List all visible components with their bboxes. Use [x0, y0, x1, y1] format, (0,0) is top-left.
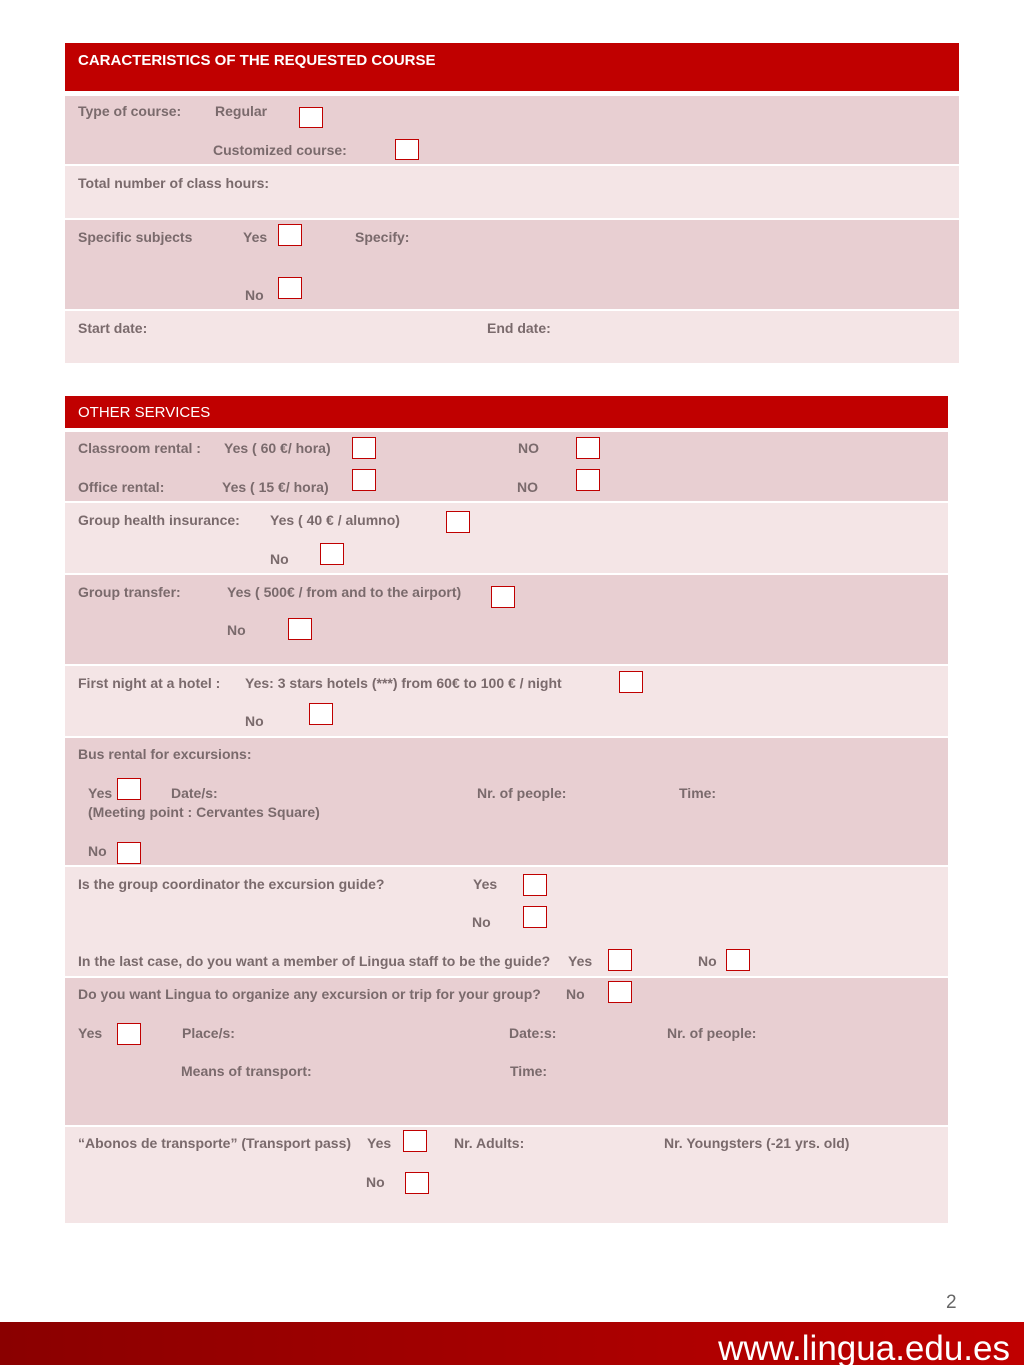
group-transfer-label: Group transfer:: [78, 584, 181, 600]
bus-yes-checkbox[interactable]: [117, 778, 141, 800]
transfer-yes-label: Yes ( 500€ / from and to the airport): [227, 584, 462, 600]
organize-time-label: Time:: [510, 1063, 548, 1079]
row-total-hours: [65, 166, 959, 218]
regular-checkbox[interactable]: [299, 107, 323, 128]
organize-excursion-label: Do you want Lingua to organize any excursion or trip for your group?: [78, 986, 541, 1002]
pass-no-label: No: [366, 1174, 385, 1190]
office-no-label: NO: [517, 479, 538, 495]
transfer-yes-checkbox[interactable]: [491, 586, 515, 608]
pass-yes-label: Yes: [367, 1135, 392, 1151]
row-dates: [65, 311, 959, 363]
classroom-no-checkbox[interactable]: [576, 437, 600, 459]
health-no-label: No: [270, 551, 289, 567]
staff-no-checkbox[interactable]: [726, 949, 750, 971]
pass-no-checkbox[interactable]: [405, 1172, 429, 1194]
footer-url[interactable]: www.lingua.edu.es: [718, 1329, 1010, 1368]
health-insurance-label: Group health insurance:: [78, 512, 240, 528]
staff-no-label: No: [698, 953, 717, 969]
bus-dates-label: Date/s:: [171, 785, 218, 801]
organize-place-label: Place/s:: [182, 1025, 235, 1041]
health-yes-checkbox[interactable]: [446, 511, 470, 533]
start-date-label: Start date:: [78, 320, 148, 336]
bus-yes-label: Yes: [88, 785, 113, 801]
bus-rental-label: Bus rental for excursions:: [78, 746, 252, 762]
organize-yes-label: Yes: [78, 1025, 103, 1041]
customized-course-label: Customized course:: [213, 142, 347, 158]
hotel-yes-checkbox[interactable]: [619, 671, 643, 693]
staff-guide-label: In the last case, do you want a member of Lingua staff to be the guide?: [78, 953, 551, 969]
bus-time-label: Time:: [679, 785, 717, 801]
office-yes-label: Yes ( 15 €/ hora): [222, 479, 329, 495]
type-of-course-label: Type of course:: [78, 103, 182, 119]
customized-checkbox[interactable]: [395, 139, 419, 160]
page-number: 2: [946, 1292, 957, 1313]
classroom-rental-label: Classroom rental :: [78, 440, 201, 456]
specific-subjects-label: Specific subjects: [78, 229, 193, 245]
hotel-yes-label: Yes: 3 stars hotels (***) from 60€ to 100 € / night: [245, 675, 562, 691]
organize-dates-label: Date:s:: [509, 1025, 557, 1041]
hotel-no-label: No: [245, 713, 264, 729]
classroom-yes-checkbox[interactable]: [352, 437, 376, 459]
staff-yes-label: Yes: [568, 953, 593, 969]
coordinator-yes-label: Yes: [473, 876, 498, 892]
office-no-checkbox[interactable]: [576, 469, 600, 491]
coordinator-label: Is the group coordinator the excursion guide?: [78, 876, 385, 892]
bus-people-label: Nr. of people:: [477, 785, 567, 801]
organize-no-checkbox[interactable]: [608, 981, 632, 1003]
office-yes-checkbox[interactable]: [352, 469, 376, 491]
hotel-no-checkbox[interactable]: [309, 703, 333, 725]
specific-no-label: No: [245, 287, 264, 303]
specific-yes-label: Yes: [243, 229, 268, 245]
section-title: CARACTERISTICS OF THE REQUESTED COURSE: [78, 52, 436, 69]
bus-meeting-point: (Meeting point : Cervantes Square): [88, 804, 320, 820]
transfer-no-checkbox[interactable]: [288, 618, 312, 640]
row-specific-subjects: [65, 220, 959, 309]
end-date-label: End date:: [487, 320, 551, 336]
staff-yes-checkbox[interactable]: [608, 949, 632, 971]
bus-no-label: No: [88, 843, 107, 859]
organize-yes-checkbox[interactable]: [117, 1023, 141, 1045]
transfer-no-label: No: [227, 622, 246, 638]
section-header-services: [65, 396, 948, 428]
classroom-yes-label: Yes ( 60 €/ hora): [224, 440, 331, 456]
specific-no-checkbox[interactable]: [278, 277, 302, 299]
organize-people-label: Nr. of people:: [667, 1025, 757, 1041]
health-yes-label: Yes ( 40 € / alumno): [270, 512, 400, 528]
specify-label: Specify:: [355, 229, 410, 245]
coordinator-no-checkbox[interactable]: [523, 906, 547, 928]
office-rental-label: Office rental:: [78, 479, 165, 495]
transport-pass-label: “Abonos de transporte” (Transport pass): [78, 1135, 352, 1151]
regular-label: Regular: [215, 103, 268, 119]
specific-yes-checkbox[interactable]: [278, 224, 302, 246]
pass-youngsters-label: Nr. Youngsters (-21 yrs. old): [664, 1135, 850, 1151]
row-type-of-course: [65, 96, 959, 164]
coordinator-yes-checkbox[interactable]: [523, 874, 547, 896]
organize-transport-label: Means of transport:: [181, 1063, 312, 1079]
pass-yes-checkbox[interactable]: [403, 1130, 427, 1152]
hotel-label: First night at a hotel :: [78, 675, 221, 691]
section-title: OTHER SERVICES: [78, 404, 211, 421]
health-no-checkbox[interactable]: [320, 543, 344, 565]
total-hours-label: Total number of class hours:: [78, 175, 270, 191]
pass-adults-label: Nr. Adults:: [454, 1135, 525, 1151]
classroom-no-label: NO: [518, 440, 539, 456]
coordinator-no-label: No: [472, 914, 491, 930]
section-header-course: [65, 43, 959, 91]
bus-no-checkbox[interactable]: [117, 842, 141, 864]
organize-no-label: No: [566, 986, 585, 1002]
